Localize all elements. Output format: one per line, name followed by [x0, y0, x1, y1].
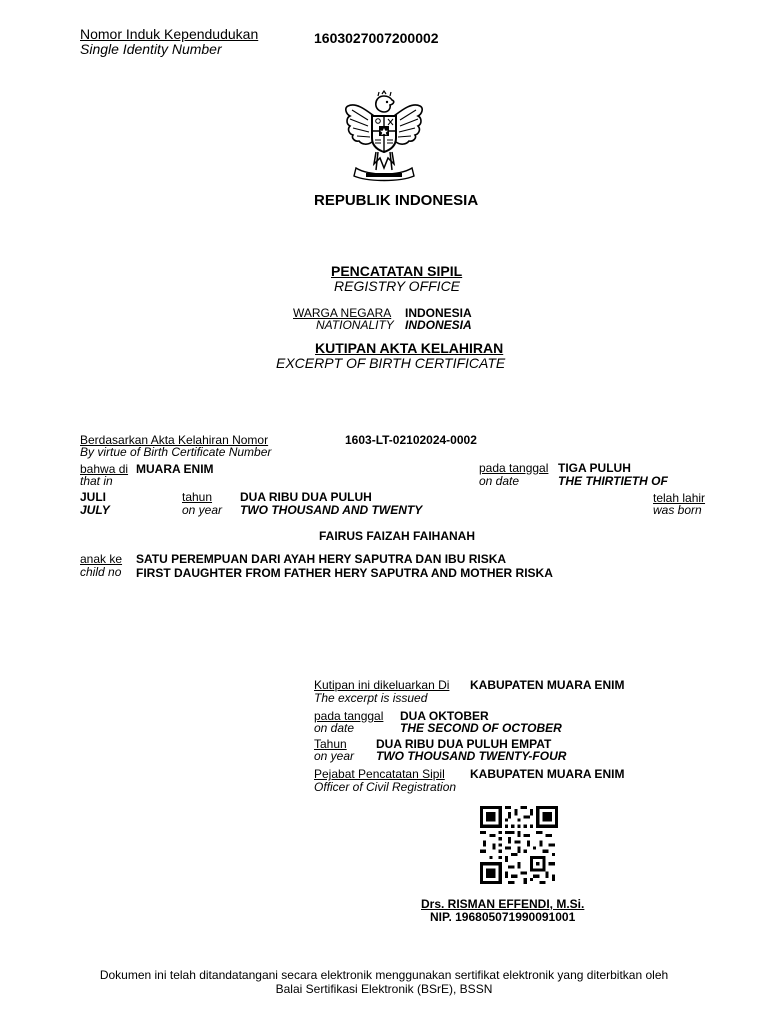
child-order-label: anak ke: [80, 552, 123, 566]
child-order-value-en: FIRST DAUGHTER FROM FATHER HERY SAPUTRA AND MOTHER RISKA: [136, 566, 553, 580]
place-value: MUARA ENIM: [136, 462, 214, 476]
issue-date-label: pada tanggal: [314, 709, 384, 723]
nationality-value: INDONESIA: [405, 306, 472, 320]
issue-year-value: DUA RIBU DUA PULUH EMPAT: [376, 737, 552, 751]
certificate-number-label: Berdasarkan Akta Kelahiran Nomor: [80, 433, 269, 447]
issue-year-value-en: TWO THOUSAND TWENTY-FOUR: [376, 749, 567, 763]
birth-month-value-en: JULY: [80, 503, 110, 517]
issue-year-label: Tahun: [314, 737, 347, 751]
place-label: bahwa di: [80, 462, 129, 476]
issued-place-label-en: The excerpt is issued: [314, 691, 428, 705]
footer-line-1: Dokumen ini telah ditandatangani secara elektronik menggunakan sertifikat elektronik yang diterbitkan oleh: [99, 968, 669, 982]
nik-label: Nomor Induk Kependudukan: [80, 26, 259, 42]
issued-place-label: Kutipan ini dikeluarkan Di: [314, 678, 450, 692]
issued-place-value: KABUPATEN MUARA ENIM: [470, 678, 625, 692]
officer-label-en: Officer of Civil Registration: [314, 780, 457, 794]
issue-date-label-en: on date: [314, 721, 355, 735]
place-label-en: that in: [80, 474, 113, 488]
issue-date-value-en: THE SECOND OF OCTOBER: [400, 721, 562, 735]
issue-year-label-en: on year: [314, 749, 355, 763]
office-title: PENCATATAN SIPIL: [331, 263, 463, 279]
birth-day-value: TIGA PULUH: [558, 461, 631, 475]
officer-label: Pejabat Pencatatan Sipil: [314, 767, 445, 781]
birth-date-label-en: on date: [479, 474, 520, 488]
birth-year-value: DUA RIBU DUA PULUH: [240, 490, 372, 504]
signer-name: Drs. RISMAN EFFENDI, M.Si.: [421, 897, 585, 911]
nationality-label-en: NATIONALITY: [316, 318, 394, 332]
signer-nip: NIP. 196805071990091001: [430, 910, 576, 924]
footer-line-2: Balai Sertifikasi Elektronik (BSrE), BSSN: [275, 982, 493, 996]
nik-value: 1603027007200002: [314, 30, 439, 46]
child-order-value: SATU PEREMPUAN DARI AYAH HERY SAPUTRA DAN IBU RISKA: [136, 552, 507, 566]
office-title-en: REGISTRY OFFICE: [334, 278, 461, 294]
document-title: KUTIPAN AKTA KELAHIRAN: [315, 340, 504, 356]
child-name: FAIRUS FAIZAH FAIHANAH: [319, 529, 475, 543]
officer-value: KABUPATEN MUARA ENIM: [470, 767, 625, 781]
nationality-value-en: INDONESIA: [405, 318, 472, 332]
birth-year-label: tahun: [182, 490, 213, 504]
birth-month-value: JULI: [80, 490, 107, 504]
certificate-number-value: 1603-LT-02102024-0002: [345, 433, 477, 447]
birth-day-value-en: THE THIRTIETH OF: [558, 474, 668, 488]
birth-date-label: pada tanggal: [479, 461, 549, 475]
qr-code-icon: [478, 806, 560, 884]
issue-date-value: DUA OKTOBER: [400, 709, 489, 723]
nationality-label: WARGA NEGARA: [293, 306, 392, 320]
birth-year-label-en: on year: [182, 503, 223, 517]
country-title: REPUBLIK INDONESIA: [314, 192, 479, 209]
born-label: telah lahir: [653, 491, 706, 505]
nik-label-en: Single Identity Number: [80, 41, 222, 57]
birth-year-value-en: TWO THOUSAND AND TWENTY: [240, 503, 423, 517]
born-label-en: was born: [653, 503, 702, 517]
document-title-en: EXCERPT OF BIRTH CERTIFICATE: [276, 355, 506, 371]
certificate-number-label-en: By virtue of Birth Certificate Number: [80, 445, 272, 459]
garuda-pancasila-emblem-icon: [338, 90, 430, 188]
child-order-label-en: child no: [80, 565, 122, 579]
